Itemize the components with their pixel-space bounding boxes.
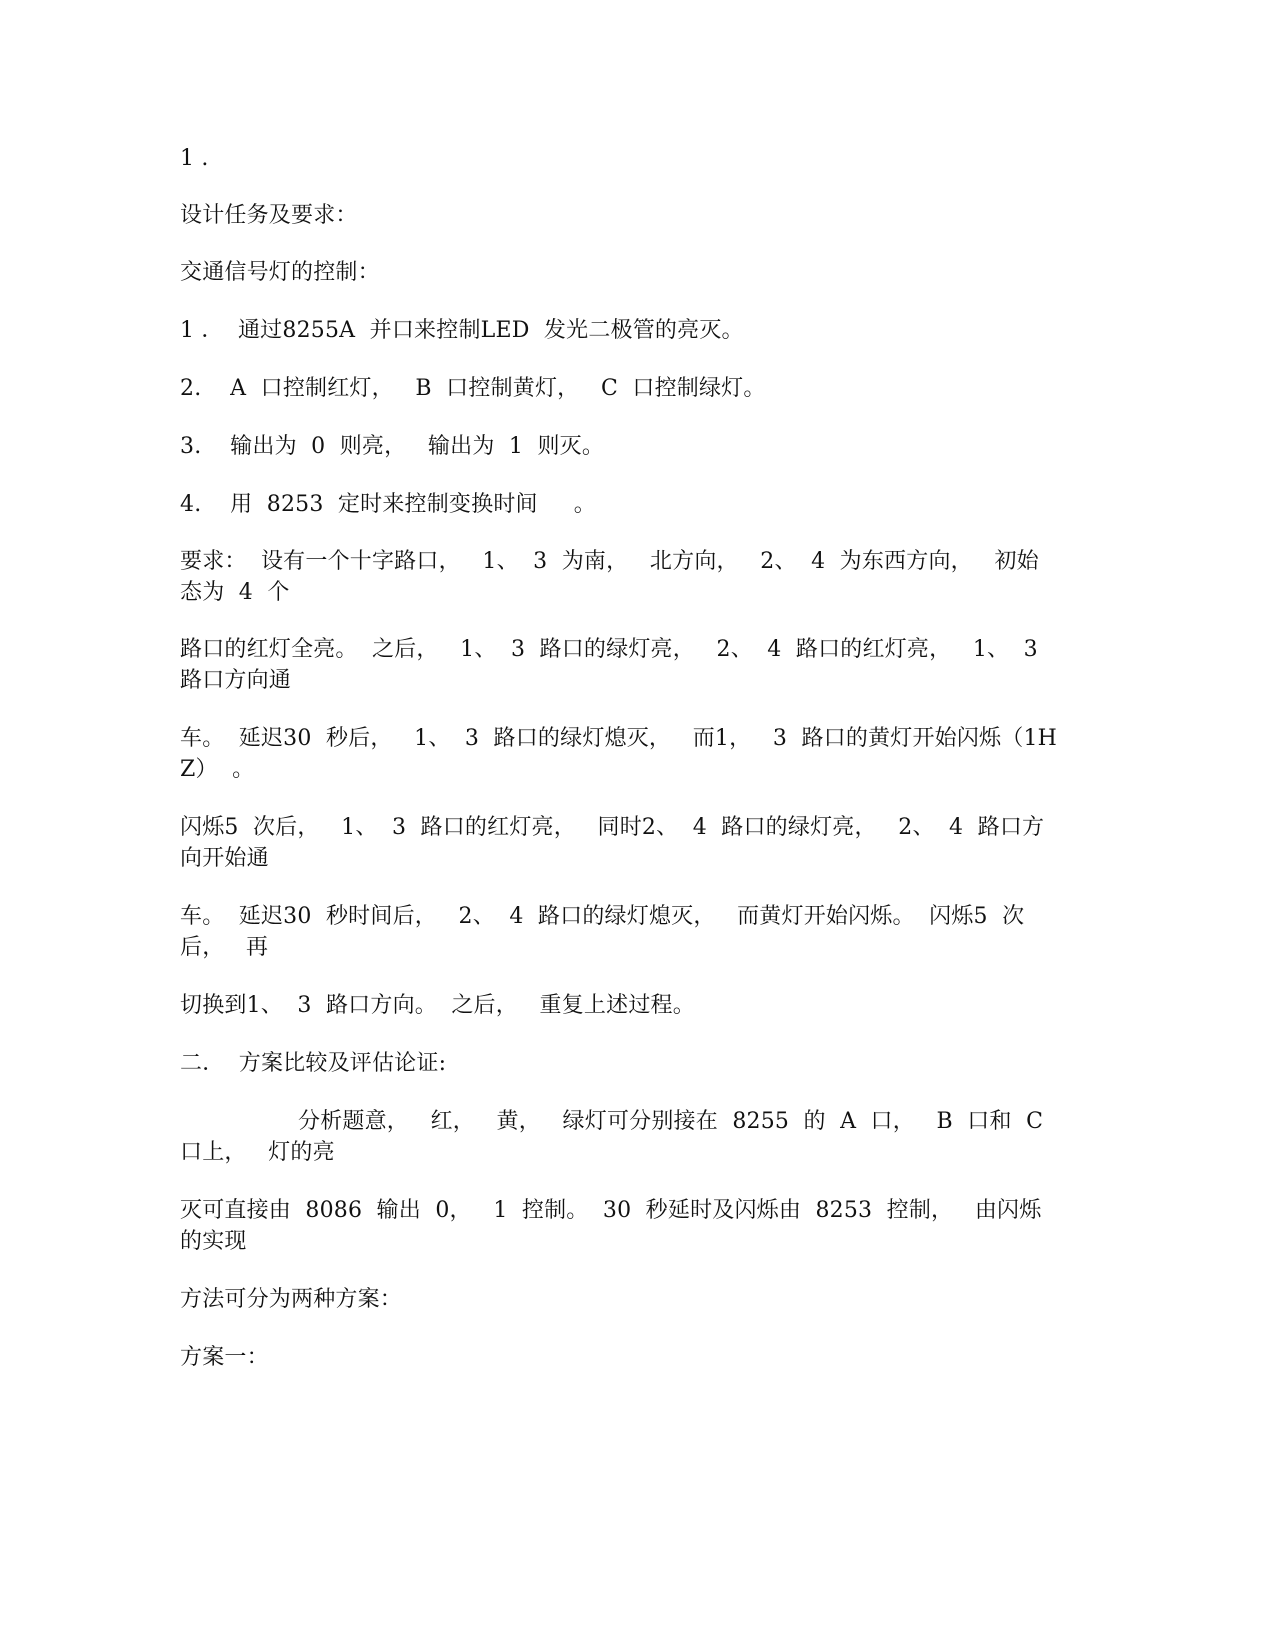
requirements-paragraph-line-2: 路口的红灯全亮。 之后， 1、 3 路口的绿灯亮， 2、 4 路口的红灯亮， 1、 3 路口方向通 bbox=[180, 637, 1053, 693]
design-task-heading: 设计任务及要求： bbox=[180, 203, 358, 228]
analysis-paragraph-line-3: 方法可分为两种方案： bbox=[180, 1287, 403, 1312]
requirements-paragraph-line-3: 车。 延迟30 秒后， 1、 3 路口的绿灯熄灭， 而1， 3 路口的黄灯开始闪烁（1HZ） 。 bbox=[180, 726, 1058, 782]
requirements-paragraph-line-4: 闪烁5 次后， 1、 3 路口的红灯亮， 同时2、 4 路口的绿灯亮， 2、 4 路口方向开始通 bbox=[180, 815, 1045, 871]
analysis-paragraph-line-2: 灭可直接由 8086 输出 0， 1 控制。 30 秒延时及闪烁由 8253 控制， 由闪烁的实现 bbox=[180, 1198, 1042, 1254]
requirement-line-4: 4. 用 8253 定时来控制变换时间 。 bbox=[180, 492, 596, 517]
requirement-line-1: 1 ． 通过8255A 并口来控制LED 发光二极管的亮灭。 bbox=[180, 318, 744, 343]
scheme-one-heading: 方案一： bbox=[180, 1345, 269, 1370]
requirements-paragraph-line-5: 车。 延迟30 秒时间后， 2、 4 路口的绿灯熄灭， 而黄灯开始闪烁。 闪烁5 次后， 再 bbox=[180, 904, 1025, 960]
analysis-paragraph-line-1: 分析题意， 红， 黄， 绿灯可分别接在 8255 的 A 口， B 口和 C 口上， 灯的亮 bbox=[180, 1109, 1058, 1165]
requirement-line-3: 3. 输出为 0 则亮， 输出为 1 则灭。 bbox=[180, 434, 605, 459]
requirements-paragraph-line-6: 切换到1、 3 路口方向。 之后， 重复上述过程。 bbox=[180, 993, 695, 1018]
scheme-comparison-heading: 二． 方案比较及评估论证: bbox=[180, 1051, 447, 1076]
traffic-light-heading: 交通信号灯的控制： bbox=[180, 260, 380, 285]
requirement-line-2: 2. A 口控制红灯， B 口控制黄灯， C 口控制绿灯。 bbox=[180, 376, 766, 401]
section-number: 1 . bbox=[180, 146, 209, 171]
requirements-paragraph-line-1: 要求： 设有一个十字路口， 1、 3 为南， 北方向， 2、 4 为东西方向， 初始态为 4 个 bbox=[180, 549, 1039, 605]
